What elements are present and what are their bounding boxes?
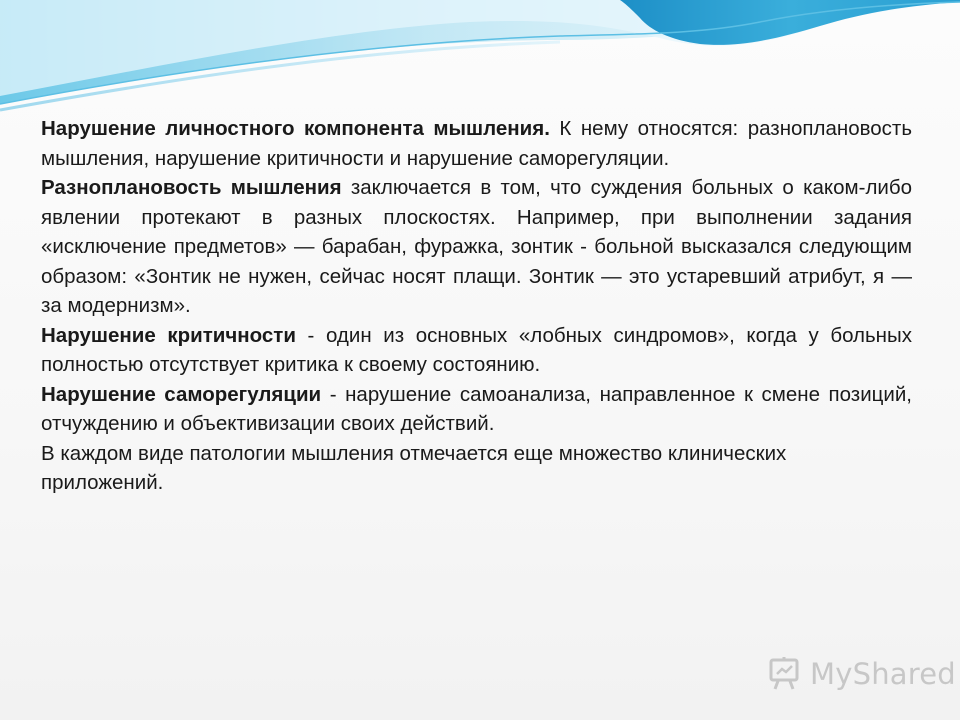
paragraph-text: В каждом виде патологии мышления отмечается еще множество клинических приложений. [41, 441, 787, 494]
paragraph-text: - один из основных «лобных синдромов», когда у больных полностью отсутствует критика к своему состоянию. [41, 323, 912, 376]
term-self-regulation: Нарушение саморегуляции [41, 382, 322, 406]
watermark-text: MyShared [810, 657, 956, 691]
paragraph-clinical-notes [41, 439, 912, 498]
paragraph-text: заключается в том, что суждения больных о каком-либо явлении протекают в разных плоскостях. Например, при выполнении задания «исключение предметов» — барабан, фуражка, зонтик - больной высказался следующим образом: «Зонтик не нужен, сейчас носят плащи. Зонтик — это устаревший атрибут, я — за модернизм». [41, 176, 912, 317]
header-wave-decoration [0, 0, 960, 120]
watermark-logo [768, 656, 956, 692]
paragraph-text: - нарушение самоанализа, направленное к смене позиций, отчуждению и объективизации своих действий. [41, 382, 912, 435]
paragraph-self-regulation [41, 380, 912, 439]
term-personal-component: Нарушение личностного компонента мышления. [41, 117, 550, 140]
paragraph-criticality [41, 321, 912, 380]
paragraph-multilevel-thinking [41, 173, 912, 321]
presentation-board-icon [768, 657, 804, 691]
term-criticality: Нарушение критичности [41, 323, 296, 347]
slide-content [41, 114, 912, 498]
paragraph-text: К нему относятся: разноплановость мышления, нарушение критичности и нарушение саморегуляции. [41, 117, 912, 170]
paragraph-personal-component [41, 114, 912, 173]
term-multilevel-thinking: Разноплановость мышления [41, 176, 342, 199]
